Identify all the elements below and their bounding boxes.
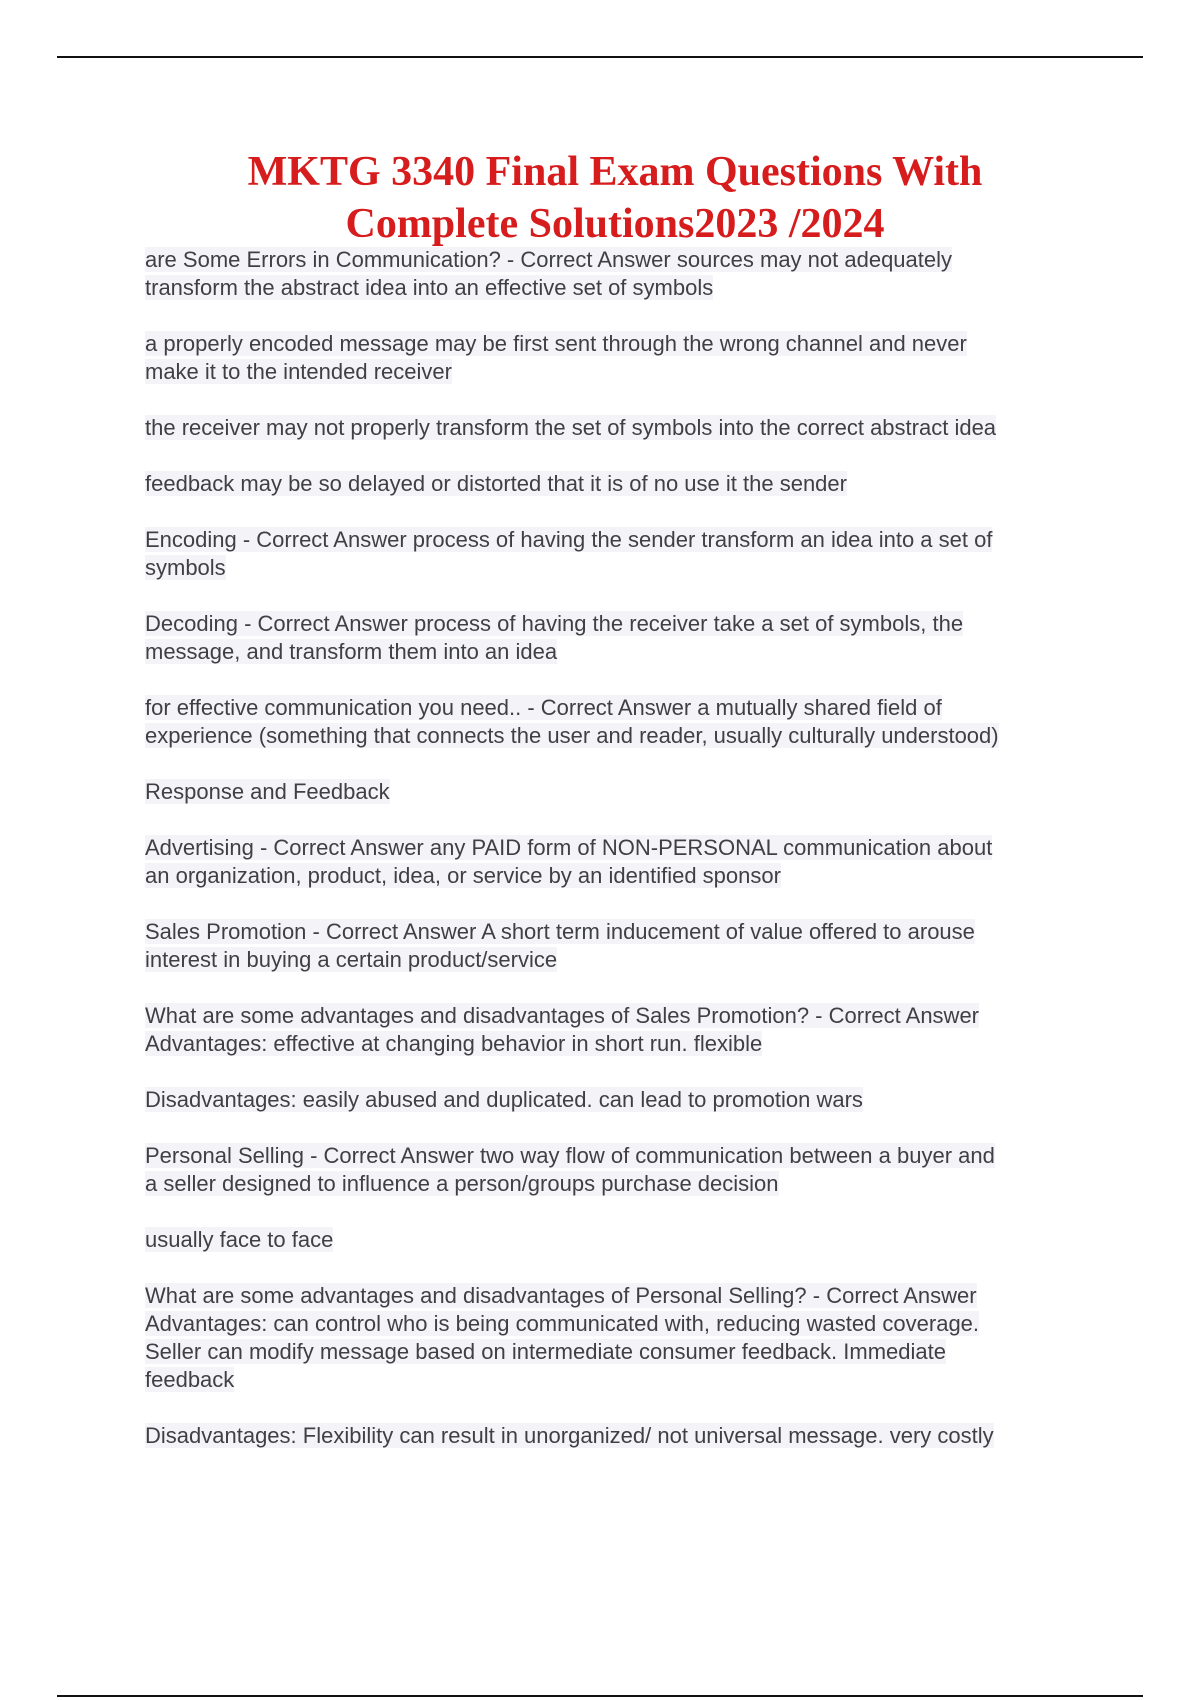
document-title <box>100 146 1130 250</box>
qa-paragraph <box>145 470 1095 498</box>
qa-paragraph <box>145 918 1095 974</box>
paragraph-line: for effective communication you need.. - Correct Answer a mutually shared field of <box>145 695 942 720</box>
paragraph-line: the receiver may not properly transform the set of symbols into the correct abstract idea <box>145 415 997 440</box>
paragraph-line: Advantages: effective at changing behavior in short run. flexible <box>145 1031 763 1056</box>
qa-paragraph <box>145 1422 1095 1450</box>
paragraph-line: symbols <box>145 555 226 580</box>
paragraph-line: Encoding - Correct Answer process of having the sender transform an idea into a set of <box>145 527 993 552</box>
qa-paragraph <box>145 1282 1095 1394</box>
paragraph-line: What are some advantages and disadvantages of Personal Selling? - Correct Answer <box>145 1283 977 1308</box>
qa-paragraph <box>145 330 1095 386</box>
qa-paragraph <box>145 610 1095 666</box>
qa-paragraph <box>145 778 1095 806</box>
qa-paragraph <box>145 414 1095 442</box>
title-line-2: Complete Solutions2023 /2024 <box>345 201 885 247</box>
paragraph-line: feedback may be so delayed or distorted that it is of no use it the sender <box>145 471 847 496</box>
qa-paragraph <box>145 1226 1095 1254</box>
qa-paragraph <box>145 1142 1095 1198</box>
paragraph-line: Seller can modify message based on intermediate consumer feedback. Immediate <box>145 1339 946 1364</box>
paragraph-line: Disadvantages: Flexibility can result in unorganized/ not universal message. very costly <box>145 1423 994 1448</box>
paragraph-line: a seller designed to influence a person/groups purchase decision <box>145 1171 779 1196</box>
qa-paragraph <box>145 1002 1095 1058</box>
document-body <box>145 246 1095 1478</box>
paragraph-line: Advertising - Correct Answer any PAID form of NON-PERSONAL communication about <box>145 835 993 860</box>
bottom-rule <box>57 1695 1143 1697</box>
title-line-1: MKTG 3340 Final Exam Questions With <box>247 149 983 195</box>
paragraph-line: interest in buying a certain product/service <box>145 947 558 972</box>
paragraph-line: Advantages: can control who is being communicated with, reducing wasted coverage. <box>145 1311 980 1336</box>
paragraph-line: Response and Feedback <box>145 779 390 804</box>
qa-paragraph <box>145 526 1095 582</box>
paragraph-line: feedback <box>145 1367 235 1392</box>
qa-paragraph <box>145 1086 1095 1114</box>
paragraph-line: transform the abstract idea into an effective set of symbols <box>145 275 714 300</box>
paragraph-line: Disadvantages: easily abused and duplicated. can lead to promotion wars <box>145 1087 863 1112</box>
paragraph-line: make it to the intended receiver <box>145 359 452 384</box>
qa-paragraph <box>145 246 1095 302</box>
paragraph-line: Sales Promotion - Correct Answer A short term inducement of value offered to arouse <box>145 919 975 944</box>
paragraph-line: Personal Selling - Correct Answer two way flow of communication between a buyer and <box>145 1143 995 1168</box>
paragraph-line: What are some advantages and disadvantages of Sales Promotion? - Correct Answer <box>145 1003 980 1028</box>
paragraph-line: Decoding - Correct Answer process of having the receiver take a set of symbols, the <box>145 611 964 636</box>
paragraph-line: experience (something that connects the user and reader, usually culturally understood) <box>145 723 999 748</box>
qa-paragraph <box>145 694 1095 750</box>
paragraph-line: message, and transform them into an idea <box>145 639 558 664</box>
paragraph-line: a properly encoded message may be first sent through the wrong channel and never <box>145 331 967 356</box>
qa-paragraph <box>145 834 1095 890</box>
paragraph-line: an organization, product, idea, or service by an identified sponsor <box>145 863 781 888</box>
paragraph-line: are Some Errors in Communication? - Correct Answer sources may not adequately <box>145 247 953 272</box>
paragraph-line: usually face to face <box>145 1227 334 1252</box>
top-rule <box>57 56 1143 58</box>
